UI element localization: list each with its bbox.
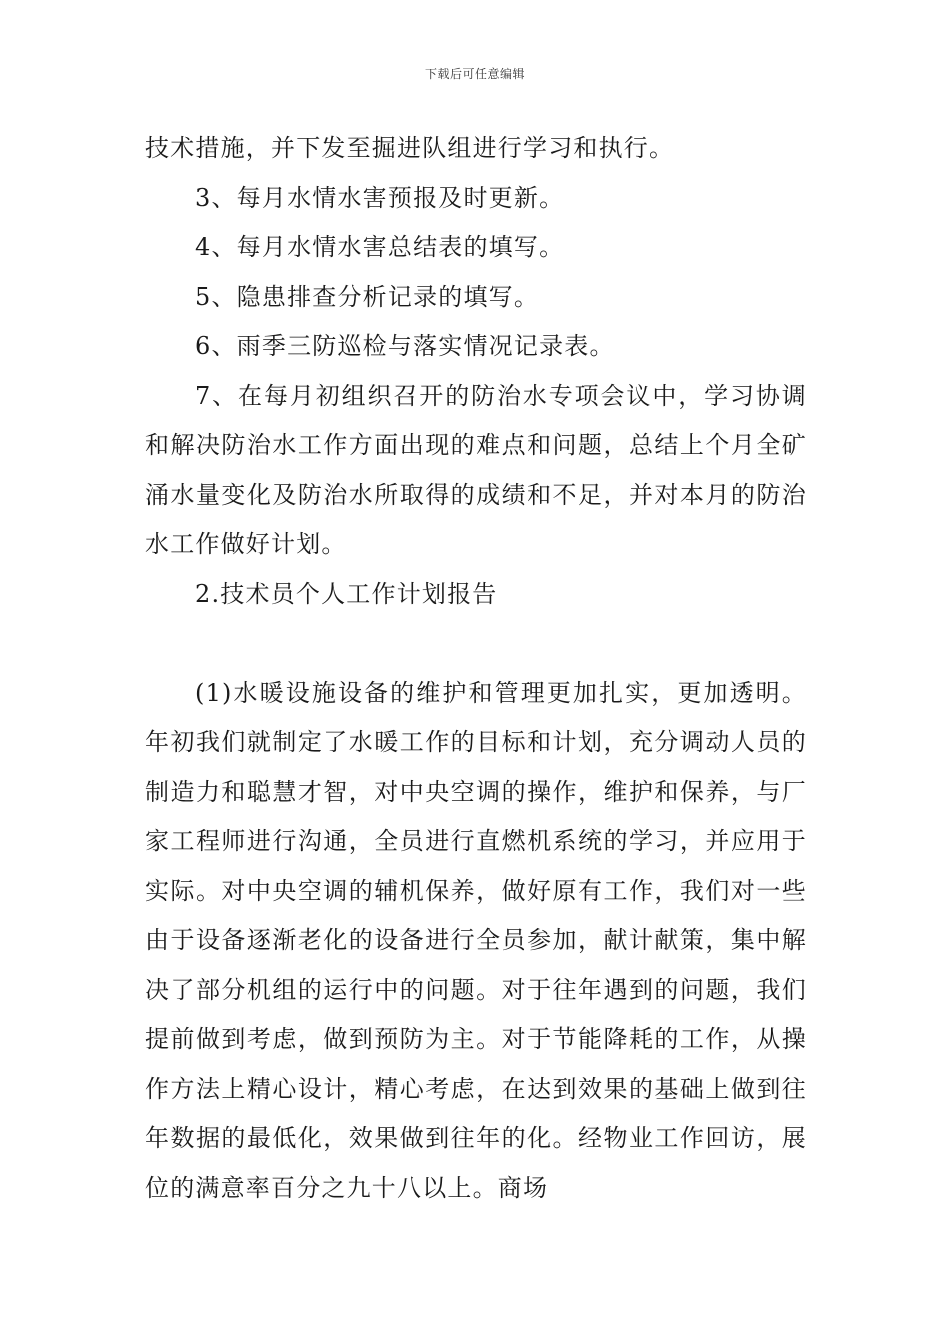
list-item-6: 6、雨季三防巡检与落实情况记录表。 bbox=[195, 332, 615, 360]
blank-line bbox=[145, 619, 807, 669]
section-heading: 2.技术员个人工作计划报告 bbox=[195, 579, 498, 608]
list-item-5: 5、隐患排查分析记录的填写。 bbox=[195, 282, 540, 311]
list-item-3: 3、每月水情水害预报及时更新。 bbox=[195, 183, 565, 212]
list-item-4: 4、每月水情水害总结表的填写。 bbox=[195, 233, 565, 261]
list-item-7: 7、在每月初组织召开的防治水专项会议中，学习协调和解决防治水工作方面出现的难点和问题，总结上个月全矿涌水量变化及防治水所取得的成绩和不足，并对本月的防治水工作做好计划。 bbox=[145, 381, 807, 558]
paragraph-continuation: 技术措施，并下发至掘进队组进行学习和执行。 bbox=[145, 134, 675, 162]
paragraph-item-1: (1)水暖设施设备的维护和管理更加扎实，更加透明。年初我们就制定了水暖工作的目标和计划，充分调动人员的制造力和聪慧才智，对中央空调的操作，维护和保养，与厂家工程师进行沟通，全员进行直燃机系统的学习，并应用于实际。对中央空调的辅机保养，做好原有工作，我们对一些由于设备逐渐老化的设备进行全员参加，献计献策，集中解决了部分机组的运行中的问题。对于往年遇到的问题，我们提前做到考虑，做到预防为主。对于节能降耗的工作，从操作方法上精心设计，精心考虑，在达到效果的基础上做到往年数据的最低化，效果做到往年的化。经物业工作回访，展位的满意率百分之九十八以上。商场 bbox=[145, 678, 807, 1202]
page-header-note: 下载后可任意编辑 bbox=[424, 67, 525, 81]
document-body bbox=[145, 124, 807, 1213]
